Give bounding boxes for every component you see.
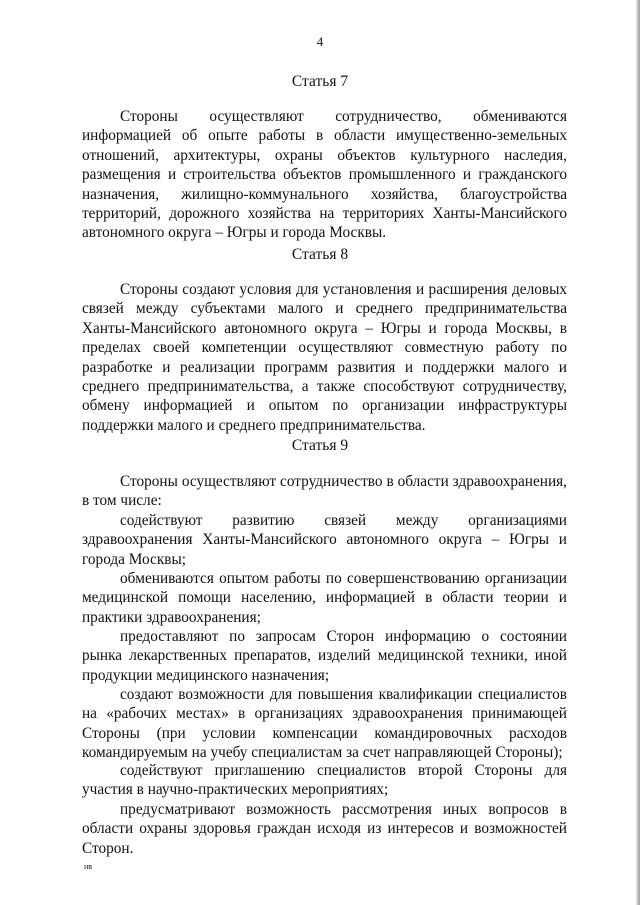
article-8-heading: Статья 8: [291, 246, 349, 263]
footer-initials: нв: [84, 862, 93, 871]
article-9-item-1: содействуют развитию связей между организациями здравоохранения Ханты-Мансийского автономного округа – Югры и города Москвы;: [82, 512, 567, 568]
article-9-heading: Статья 9: [291, 437, 349, 454]
page-number: 4: [316, 34, 324, 49]
article-9-item-4: создают возможности для повышения квалификации специалистов на «рабочих местах» в организациях здравоохранения принимающей Стороны (при условии компенсации командировочных расходов командируемым на учебу специалистам за счет направляющей Стороны);: [82, 686, 567, 762]
article-8-paragraph: Стороны создают условия для установления и расширения деловых связей между субъектами малого и среднего предпринимательства Ханты-Мансийского автономного округа – Югры и города Москвы, в пределах своей компетенции осуществляют совместную работу по разработке и реализации программ развития и поддержки малого и среднего предпринимательства, а также способствуют сотрудничеству, обмену информацией и опытом по организации инфраструктуры поддержки малого и среднего предпринимательства.: [82, 281, 567, 434]
article-7-paragraph: Стороны осуществляют сотрудничество, обмениваются информацией об опыте работы в области имущественно-земельных отношений, архитектуры, охраны объектов культурного наследия, размещения и строительства объектов промышленного и гражданского назначения, жилищно-коммунального хозяйства, благоустройства территорий, дорожного хозяйства на территориях Ханты-Мансийского автономного округа – Югры и города Москвы.: [82, 108, 567, 242]
article-9-item-6: предусматривают возможность рассмотрения иных вопросов в области охраны здоровья граждан исходя из интересов и возможностей Сторон.: [82, 801, 567, 857]
article-9-item-2: обмениваются опытом работы по совершенствованию организации медицинской помощи населению, информацией в области теории и практики здравоохранения;: [82, 570, 567, 626]
article-9-item-5: содействуют приглашению специалистов второй Стороны для участия в научно-практических мероприятиях;: [82, 762, 567, 799]
article-9-intro: Стороны осуществляют сотрудничество в области здравоохранения, в том числе:: [82, 473, 567, 510]
article-9-item-3: предоставляют по запросам Сторон информацию о состоянии рынка лекарственных препаратов, изделий медицинской техники, иной продукции медицинского назначения;: [82, 628, 567, 684]
article-7-heading: Статья 7: [291, 73, 349, 90]
